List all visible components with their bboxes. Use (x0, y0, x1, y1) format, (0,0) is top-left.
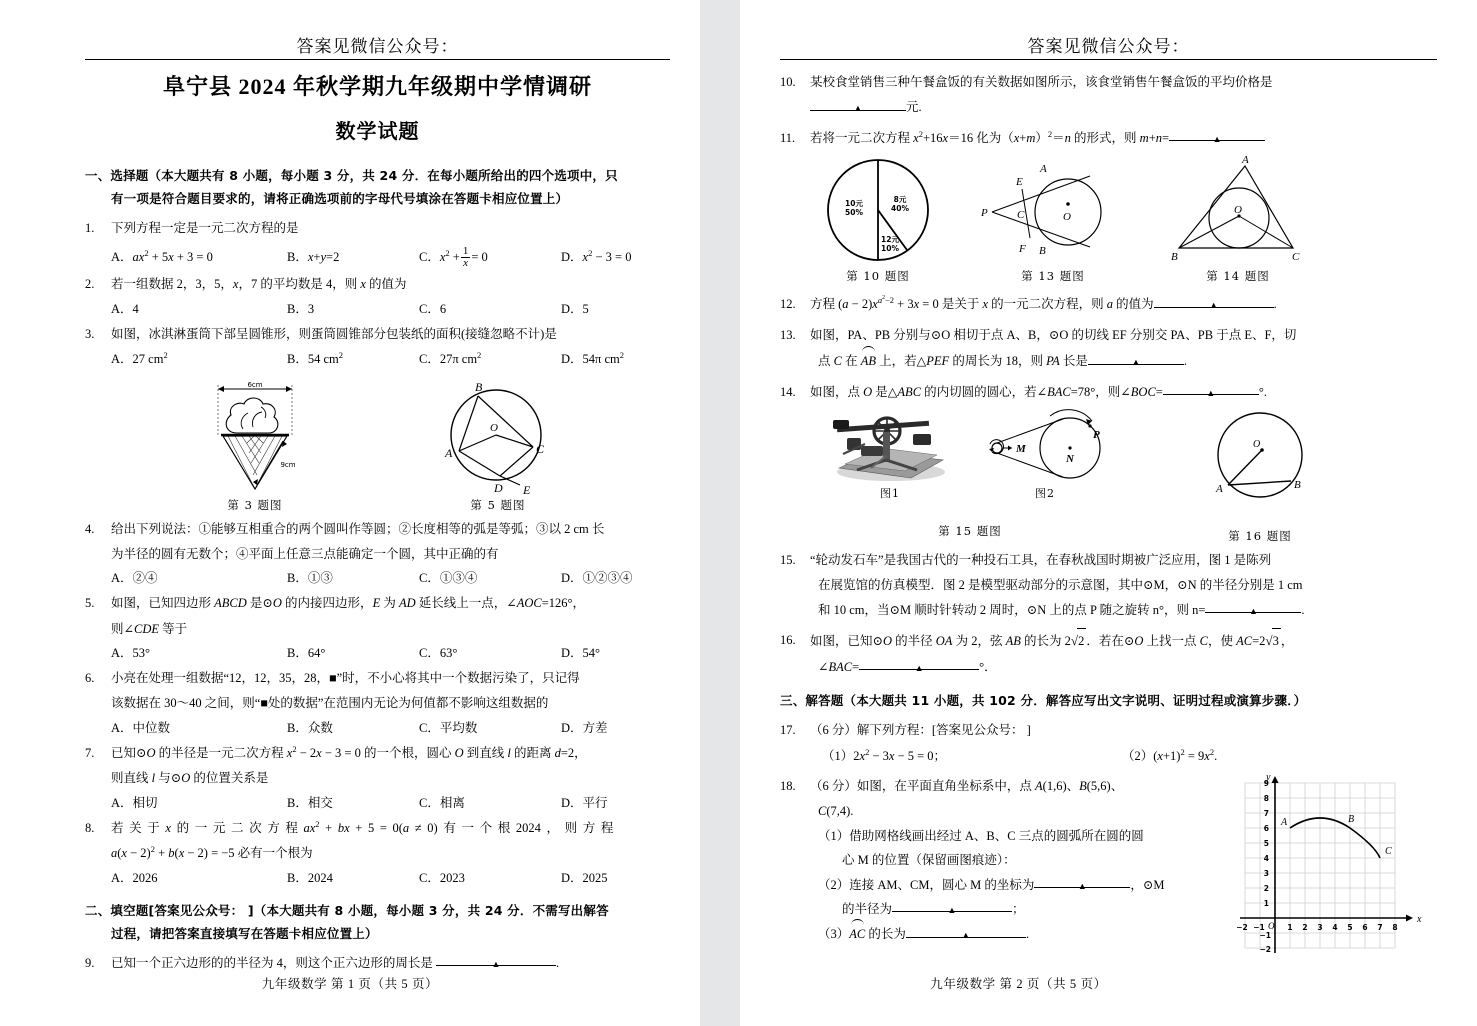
question-4-options (85, 566, 670, 591)
figure-q15-sub2-caption: 图2 (1035, 486, 1055, 500)
question-15 (780, 548, 1437, 572)
fig13-label-A: A (1040, 163, 1047, 176)
ice-cream-cone-diagram (195, 377, 315, 495)
wechat-note-right: 答案见微信公众号： (1027, 37, 1190, 57)
question-18-answer-blank-center[interactable] (1034, 873, 1130, 888)
question-18-part-1b: 心 M 的位置（保留画图痕迹）： (842, 853, 1016, 868)
belt-pulley-diagram (970, 408, 1120, 483)
figure-q15 (810, 408, 1130, 539)
question-18-block (780, 774, 1437, 953)
figure-q15-caption: 第 15 题图 (938, 523, 1002, 538)
fig16-label-O: O (1253, 438, 1261, 450)
question-11-number: 11. (780, 130, 796, 145)
two-tangents-circle-diagram (978, 154, 1128, 266)
q1-option-c: C．$x^2$ + $\frac{1}{x}$ = 0 (419, 244, 488, 270)
question-18-answer-blank-arc[interactable] (906, 922, 1026, 937)
fig18-label-C: C (1384, 846, 1392, 858)
question-5-text-line2: 则∠CDE 等于 (111, 621, 188, 636)
figures-row-right-1 (780, 154, 1437, 284)
cyclic-quadrilateral-diagram (428, 377, 568, 495)
question-14-text: 如图，点 O 是△ABC 的内切圆的圆心，若∠BAC=78°，则∠BOC= ▲ °. (810, 380, 1437, 404)
fig13-label-P: P (981, 207, 988, 220)
page-2 (740, 0, 1477, 1026)
page-1 (0, 0, 700, 1026)
figures-row-left (85, 377, 670, 513)
q7-option-d: D．平行 (561, 795, 608, 810)
question-4-number: 4. (85, 521, 95, 536)
q1-option-a: A．$ax^2 + 5x + 3 = 0$ (111, 247, 213, 264)
section-2-heading (85, 899, 670, 945)
question-15-answer-blank[interactable] (1205, 598, 1301, 613)
svg-text:1: 1 (1263, 899, 1269, 909)
q5-option-d: D．54° (561, 646, 601, 661)
question-16 (780, 628, 1437, 654)
fig13-label-B: B (1039, 245, 1046, 258)
fig5-label-D: D (494, 480, 503, 495)
q4-option-a: A．②④ (111, 571, 158, 586)
question-7 (85, 741, 670, 766)
question-1-number: 1. (85, 221, 95, 236)
section-2-heading-line2: 过程，请把答案直接填写在答题卡相应位置上） (111, 925, 378, 941)
question-7-text: 已知⊙O 的半径是一元二次方程 $x^2 - 2x - 3 = 0$ 的一个根，圆心 O 到直线 l 的距离 d=2， (111, 743, 587, 760)
question-12-text: 方程 $(a - 2)x^{a^2-2} + 3x = 0$ 是关于 x 的一元二次方程，则 a 的值为 ▲ . (810, 292, 1437, 317)
question-7-text-line2: 则直线 l 与⊙O 的位置关系是 (111, 771, 269, 786)
question-16-answer-blank[interactable] (859, 655, 979, 670)
figure-q5-caption: 第 5 题图 (470, 497, 526, 512)
figure-q16-caption: 第 16 题图 (1228, 528, 1292, 543)
question-14-number: 14. (780, 384, 796, 399)
q7-option-c: C．相离 (419, 795, 465, 810)
figure-q10 (798, 154, 958, 284)
question-5-text: 如图，已知四边形 ABCD 是⊙O 的内接四边形，E 为 AD 延长线上一点，∠AOC=126°， (111, 596, 586, 611)
question-8-options (85, 866, 670, 891)
page-subtitle: 数学试题 (335, 121, 420, 143)
question-10-answer-blank[interactable] (810, 95, 906, 110)
incircle-triangle-diagram (1163, 154, 1313, 266)
question-18-part-2b-pre: 的半径为 (842, 901, 893, 916)
question-15-text3-pre: 和 10 cm，当⊙M 顺时针转动 2 周时，⊙N 上的点 P 随之旋转 n°，则 n= (818, 602, 1206, 617)
question-13-number: 13. (780, 327, 796, 342)
question-6 (85, 666, 670, 690)
q6-option-a: A．中位数 (111, 720, 171, 735)
fig13-label-C: C (1017, 209, 1025, 222)
q4-option-c: C．①③④ (419, 571, 478, 586)
q1-option-d: D．$x^2 - 3 = 0$ (561, 247, 632, 264)
page-title: 阜宁县 2024 年秋学期九年级期中学情调研 (162, 74, 592, 99)
question-9-text (111, 951, 670, 975)
question-18-text: （6 分）如图，在平面直角坐标系中，点 A(1,6)、B(5,6)、 (810, 779, 1124, 794)
figure-q15-sub1 (815, 408, 965, 501)
question-18-part-2b-post: ； (1012, 901, 1025, 916)
question-14 (780, 380, 1437, 404)
figure-q3-caption: 第 3 题图 (227, 497, 283, 512)
question-8 (85, 816, 670, 841)
q1-option-b: B．x+y=2 (287, 249, 340, 264)
question-5-number: 5. (85, 596, 95, 611)
question-17-part-2: $(2)(x+1)^2 = 9x^2$. (1122, 746, 1218, 763)
question-16-text: 如图，已知⊙O 的半径 OA 为 2，弦 AB 的长为 2√2 ．若在⊙O 上找一点 C，使 AC=2√3 ， (810, 628, 1437, 654)
question-7-options (85, 791, 670, 816)
question-18-part-3: （3）AC 的长为 ▲ . (780, 921, 1228, 946)
figure-q14-caption: 第 14 题图 (1206, 269, 1270, 284)
q3-option-c: C．27π $cm^2$ (419, 350, 482, 367)
question-6-text: 小亮在处理一组数据“12，12，35，28，■”时，不小心将其中一个数据污染了，只记得 (111, 671, 580, 686)
fig18-label-x: x (1416, 914, 1421, 926)
figure-q18 (1232, 768, 1437, 953)
svg-text:3: 3 (1316, 923, 1323, 933)
question-14-answer-blank[interactable] (1163, 380, 1259, 395)
question-1-text: 下列方程一定是一元二次方程的是 (111, 221, 299, 236)
svg-text:−1: −1 (1258, 931, 1271, 941)
question-18 (780, 774, 1228, 798)
section-1-heading (85, 164, 670, 210)
q8-option-a: A．2026 (111, 870, 158, 885)
svg-text:5: 5 (1263, 839, 1269, 849)
question-17-number: 17. (780, 723, 796, 738)
pie-chart-lunch-prices (822, 154, 934, 266)
q5-option-c: C．63° (419, 646, 458, 661)
fig15-label-N: N (1066, 452, 1074, 465)
question-3-number: 3. (85, 327, 95, 341)
figure-q14 (1148, 154, 1328, 284)
q2-option-a: A．4 (111, 302, 139, 316)
fig15-label-P: P (1093, 428, 1100, 441)
question-9-number: 9. (85, 956, 95, 970)
fig15-label-M: M (1016, 442, 1026, 455)
figure-q15-sub1-caption: 图1 (880, 486, 900, 500)
fig5-label-O: O (490, 421, 498, 434)
q7-option-b: B．相交 (287, 795, 333, 810)
question-18-number: 18. (780, 779, 796, 794)
question-18-text-line2: C(7,4). (818, 804, 854, 819)
q8-option-d: D．2025 (561, 870, 608, 885)
svg-text:1: 1 (1286, 923, 1293, 933)
section-2-heading-line1: 二、填空题[答案见公众号： ]（本大题共有 8 小题，每小题 3 分，共 24 分．不需写出解答 (85, 902, 609, 918)
svg-text:5: 5 (1346, 923, 1353, 933)
question-15-text: “轮动发石车”是我国古代的一种投石工具，在春秋战国时期被广泛应用，图 1 是陈列 (810, 552, 1272, 567)
question-17-text: （6 分）解下列方程：[答案见公众号： ] (810, 723, 1031, 738)
chord-circle-diagram (1205, 408, 1315, 508)
fig13-label-E: E (1016, 176, 1023, 189)
svg-text:12元: 12元 (881, 235, 899, 245)
question-9-answer-blank[interactable] (436, 951, 556, 966)
svg-text:40%: 40% (891, 204, 909, 214)
question-2-number: 2. (85, 276, 95, 291)
wechat-note-left: 答案见微信公众号： (296, 37, 459, 57)
page-2-footer: 九年级数学 第 2 页（共 5 页） (930, 977, 1107, 991)
svg-text:2: 2 (1263, 884, 1269, 894)
catapult-model-photo (825, 408, 955, 483)
section-1-heading-line1: 一、选择题（本大题共有 8 小题，每小题 3 分，共 24 分．在每小题所给出的四个选项中，只 (85, 168, 618, 183)
question-11-text: 若将一元二次方程 $x^2+16x=16$ 化为$(x+m)^2=n$ 的形式，则 m+n=▲ (810, 126, 1437, 151)
question-13-answer-blank[interactable] (1088, 349, 1184, 364)
svg-text:4: 4 (1331, 923, 1338, 933)
svg-text:9cm: 9cm (280, 460, 296, 469)
svg-text:50%: 50% (845, 208, 863, 218)
header-divider-right (780, 59, 1437, 60)
question-16-number: 16. (780, 633, 796, 648)
svg-text:−2: −2 (1235, 923, 1248, 933)
q2-option-d: D．5 (561, 302, 589, 316)
question-10-unit: 元. (906, 100, 922, 115)
question-2 (85, 272, 670, 296)
question-8-text: 若 关 于 x 的 一 元 二 次 方 程 $ax^2$ + bx + 5 = 0(a ≠ 0) 有 一 个 根 2024 ， 则 方 程 (111, 818, 614, 835)
question-17-parts (780, 744, 1437, 769)
fig5-label-E: E (523, 482, 531, 495)
question-16-text-line2: ∠BAC= ▲ °． (780, 655, 1437, 679)
question-6-options (85, 716, 670, 741)
question-18-answer-blank-radius[interactable] (892, 897, 1012, 912)
q3-option-b: B．54 $cm^2$ (287, 350, 343, 367)
question-9-text-post: . (556, 956, 560, 970)
page-gutter (700, 0, 740, 1026)
question-13 (780, 323, 1437, 347)
figure-q5 (388, 377, 608, 513)
fig18-label-B: B (1347, 814, 1354, 826)
question-10-number: 10. (780, 75, 796, 89)
svg-text:3: 3 (1263, 869, 1269, 879)
header-divider-left (85, 59, 670, 60)
question-10-text: 某校食堂销售三种午餐盒饭的有关数据如图所示，该食堂销售午餐盒饭的平均价格是 (810, 75, 1273, 89)
svg-text:8: 8 (1391, 923, 1398, 933)
question-6-number: 6. (85, 671, 95, 686)
question-11-answer-blank[interactable] (1169, 126, 1265, 141)
q6-option-b: B．众数 (287, 720, 333, 735)
fig14-label-B: B (1171, 251, 1178, 264)
svg-text:−2: −2 (1258, 945, 1271, 954)
question-4-text-line2: 为半径的圆有无数个；④平面上任意三点能确定一个圆，其中正确的有 (111, 546, 499, 561)
question-12-answer-blank[interactable] (1154, 292, 1274, 307)
section-1-heading-line2: 有一项是符合题目要求的，请将正确选项前的字母代号填涂在答题卡相应位置上） (111, 191, 569, 207)
figure-q13-caption: 第 13 题图 (1021, 269, 1085, 284)
svg-text:8: 8 (1263, 794, 1269, 804)
svg-text:8元: 8元 (893, 195, 907, 205)
question-18-part-2b (780, 897, 1228, 921)
svg-text:6: 6 (1361, 923, 1368, 933)
figure-q13 (958, 154, 1148, 284)
fig14-label-C: C (1292, 251, 1300, 264)
fig5-label-A: A (445, 445, 453, 460)
question-13-text: 如图，PA、PB 分别与⊙O 相切于点 A、B，⊙O 的切线 EF 分别交 PA、PB 于点 E、F，切 (810, 327, 1297, 342)
question-7-number: 7. (85, 745, 95, 760)
question-5 (85, 591, 670, 615)
question-18-part-1: （1）借助网格线画出经过 A、B、C 三点的圆弧所在圆的圆 (818, 828, 1144, 843)
q4-option-d: D．①②③④ (561, 571, 633, 586)
svg-text:6: 6 (1263, 824, 1269, 834)
page-1-footer: 九年级数学 第 1 页（共 5 页） (261, 977, 439, 991)
section-3-heading: 三、解答题（本大题共 11 小题，共 102 分．解答应写出文字说明、证明过程或演算步骤．） (780, 693, 1307, 709)
fig14-label-A: A (1242, 154, 1249, 167)
svg-text:−1: −1 (1252, 923, 1265, 933)
q4-option-b: B．①③ (287, 571, 333, 586)
question-9-text-pre: 已知一个正六边形的的半径为 4，则这个正六边形的周长是 (111, 956, 433, 970)
fig18-label-y: y (1265, 772, 1270, 784)
question-17-part-1: $(1)2x^2 - 3x - 5 = 0$； (822, 746, 947, 763)
svg-text:10元: 10元 (845, 199, 863, 209)
q2-option-b: B．3 (287, 302, 315, 316)
question-2-text: 若一组数据 2，3，5，x，7 的平均数是 4，则 x 的值为 (111, 276, 407, 291)
question-17 (780, 718, 1437, 742)
q6-option-c: C．平均数 (419, 720, 478, 735)
q8-option-b: B．2024 (287, 870, 333, 885)
question-18-part-2 (780, 873, 1228, 897)
fig18-label-O: O (1267, 921, 1274, 932)
figure-q3 (180, 377, 330, 513)
q5-option-b: B．64° (287, 646, 326, 661)
question-12-number: 12. (780, 297, 796, 312)
fig5-label-B: B (475, 379, 483, 394)
question-18-part-2-pre: （2）连接 AM、CM，圆心 M 的坐标为 (818, 877, 1035, 892)
q5-option-a: A．53° (111, 646, 151, 661)
svg-text:7: 7 (1263, 809, 1269, 819)
fig16-label-B: B (1294, 478, 1301, 491)
svg-text:10%: 10% (881, 244, 899, 254)
q7-option-a: A．相切 (111, 795, 158, 810)
question-18-part-2-mid: ，⊙M (1130, 877, 1165, 892)
question-15-text3-post: . (1301, 602, 1305, 617)
coordinate-grid-arc-diagram (1235, 768, 1435, 953)
question-9 (85, 951, 670, 975)
question-10-answer-line (780, 95, 1437, 119)
fig14-label-O: O (1234, 204, 1242, 217)
question-4 (85, 517, 670, 541)
figure-q10-caption: 第 10 题图 (846, 269, 910, 284)
question-4-text: 给出下列说法：①能够互相重合的两个圆叫作等圆；②长度相等的弧是等弧；③以 2 cm 长 (111, 521, 605, 536)
q8-option-c: C．2023 (419, 870, 465, 885)
svg-text:9: 9 (1263, 779, 1269, 789)
figure-q15-sub2 (965, 408, 1125, 501)
question-13-text-line2: 点 C 在 AB 上，若△PEF 的周长为 18，则 PA 长是 ▲ . (780, 348, 1437, 373)
question-6-text-line2: 该数据在 30～40 之间，则“■处的数据”在范围内无论为何值都不影响这组数据的 (111, 696, 549, 711)
fig16-label-A: A (1216, 482, 1223, 495)
svg-text:4: 4 (1263, 854, 1269, 864)
svg-text:6cm: 6cm (247, 380, 263, 389)
question-1-options (85, 242, 670, 272)
question-2-options (85, 297, 670, 322)
figure-q16 (1150, 408, 1370, 544)
question-10 (780, 70, 1437, 94)
svg-text:2: 2 (1301, 923, 1308, 933)
fig18-label-A: A (1280, 817, 1287, 829)
svg-text:7: 7 (1376, 923, 1383, 933)
q3-option-a: A．27 $cm^2$ (111, 350, 168, 367)
fig13-label-O: O (1063, 211, 1071, 224)
question-5-options (85, 641, 670, 666)
fig13-label-F: F (1019, 243, 1026, 256)
question-15-text-line3 (780, 598, 1437, 622)
question-3 (85, 322, 670, 346)
question-12 (780, 292, 1437, 317)
fig5-label-C: C (536, 441, 545, 456)
question-11 (780, 126, 1437, 151)
q6-option-d: D．方差 (561, 720, 608, 735)
question-15-number: 15. (780, 552, 796, 567)
question-8-text-line2: $a(x - 2)^2 + b(x - 2) = -5$ 必有一个根为 (111, 844, 313, 861)
question-15-text-line2: 在展览馆的仿真模型．图 2 是模型驱动部分的示意图，其中⊙M，⊙N 的半径分别是 1 cm (818, 578, 1303, 593)
question-3-options (85, 347, 670, 372)
q2-option-c: C．6 (419, 302, 447, 316)
q3-option-d: D．54π $cm^2$ (561, 350, 624, 367)
question-3-text: 如图，冰淇淋蛋筒下部呈圆锥形，则蛋筒圆锥部分包装纸的面积(接缝忽略不计)是 (111, 327, 557, 341)
question-1 (85, 216, 670, 240)
question-8-number: 8. (85, 820, 95, 835)
figures-row-right-2 (780, 408, 1437, 544)
